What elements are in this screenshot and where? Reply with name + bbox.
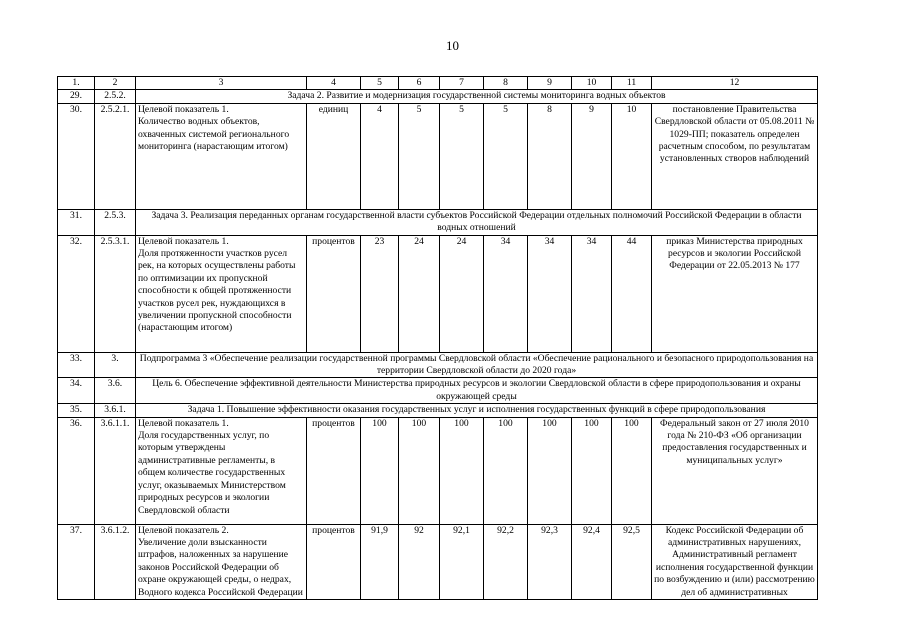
indicator-name: Целевой показатель 2. Увеличение доли взысканности штрафов, наложенных за нарушение законов Российской Федерации об охране окружающей среды, о недрах, Водного кодекса Российской Федерации: [136, 524, 307, 599]
value-cell: 24: [399, 235, 440, 352]
header-cell: 12: [652, 77, 818, 90]
row-code: 2.5.3.: [95, 209, 136, 235]
value-cell: 34: [572, 235, 612, 352]
value-cell: 34: [484, 235, 528, 352]
table-row: [58, 103, 818, 209]
row-code: 3.6.1.: [95, 404, 136, 417]
section-title: Подпрограмма 3 «Обеспечение реализации государственной программы Свердловской области «Обеспечение рационального и безопасного природопользования на территории Свердловской области до 2020 года»: [136, 352, 818, 378]
row-number: 31.: [58, 209, 95, 235]
value-cell: 34: [528, 235, 572, 352]
value-cell: 92,5: [612, 524, 652, 599]
value-cell: 4: [361, 103, 399, 209]
unit-cell: процентов: [307, 524, 361, 599]
indicators-table: [57, 76, 818, 600]
section-title: Задача 1. Повышение эффективности оказания государственных услуг и исполнения государственных функций в сфере природопользования: [136, 404, 818, 417]
unit-cell: единиц: [307, 103, 361, 209]
row-number: 30.: [58, 103, 95, 209]
basis-cell: постановление Правительства Свердловской области от 05.08.2011 № 1029-ПП; показатель определен расчетным способом, по результатам установленных створов наблюдений: [652, 103, 818, 209]
header-cell: 2: [95, 77, 136, 90]
row-number: 35.: [58, 404, 95, 417]
row-code: 2.5.2.1.: [95, 103, 136, 209]
value-cell: 100: [361, 417, 399, 524]
unit-cell: процентов: [307, 235, 361, 352]
value-cell: 23: [361, 235, 399, 352]
section-row: [58, 90, 818, 103]
value-cell: 5: [440, 103, 484, 209]
header-cell: 1.: [58, 77, 95, 90]
value-cell: 5: [399, 103, 440, 209]
value-cell: 100: [484, 417, 528, 524]
row-number: 37.: [58, 524, 95, 599]
value-cell: 91,9: [361, 524, 399, 599]
unit-cell: процентов: [307, 417, 361, 524]
section-row: [58, 378, 818, 404]
section-row: [58, 352, 818, 378]
basis-cell: приказ Министерства природных ресурсов и экологии Российской Федерации от 22.05.2013 № 177: [652, 235, 818, 352]
indicator-name: Целевой показатель 1. Доля протяженности участков русел рек, на которых осуществлены работы по оптимизации их пропускной способности к общей протяженности участков русел рек, нуждающихся в увеличении пропускной способности (нарастающим итогом): [136, 235, 307, 352]
row-code: 3.6.: [95, 378, 136, 404]
value-cell: 100: [528, 417, 572, 524]
row-number: 33.: [58, 352, 95, 378]
section-title: Задача 2. Развитие и модернизация государственной системы мониторинга водных объектов: [136, 90, 818, 103]
row-code: 2.5.3.1.: [95, 235, 136, 352]
page-number: 10: [446, 38, 459, 53]
indicator-name: Целевой показатель 1. Количество водных объектов, охваченных системой регионального мониторинга (нарастающим итогом): [136, 103, 307, 209]
row-code: 3.6.1.2.: [95, 524, 136, 599]
value-cell: 92: [399, 524, 440, 599]
header-cell: 3: [136, 77, 307, 90]
header-cell: 9: [528, 77, 572, 90]
header-cell: 11: [612, 77, 652, 90]
value-cell: 92,3: [528, 524, 572, 599]
row-code: 2.5.2.: [95, 90, 136, 103]
section-row: [58, 404, 818, 417]
row-number: 32.: [58, 235, 95, 352]
header-cell: 6: [399, 77, 440, 90]
value-cell: 100: [440, 417, 484, 524]
indicator-name: Целевой показатель 1. Доля государственных услуг, по которым утверждены административные регламенты, в общем количестве государственных услуг, оказываемых Министерством природных ресурсов и экологии Свердловской области: [136, 417, 307, 524]
row-code: 3.: [95, 352, 136, 378]
value-cell: 44: [612, 235, 652, 352]
header-cell: 4: [307, 77, 361, 90]
value-cell: 10: [612, 103, 652, 209]
value-cell: 100: [572, 417, 612, 524]
value-cell: 5: [484, 103, 528, 209]
value-cell: 24: [440, 235, 484, 352]
basis-cell: Кодекс Российской Федерации об административных нарушениях, Административный регламент исполнения государственной функции по возбуждению и (или) рассмотрению дел об административных: [652, 524, 818, 599]
header-row: [58, 77, 818, 90]
value-cell: 8: [528, 103, 572, 209]
row-number: 36.: [58, 417, 95, 524]
value-cell: 92,1: [440, 524, 484, 599]
table-row: [58, 524, 818, 599]
basis-cell: Федеральный закон от 27 июля 2010 года № 210-ФЗ «Об организации предоставления государственных и муниципальных услуг»: [652, 417, 818, 524]
value-cell: 100: [612, 417, 652, 524]
table-row: [58, 417, 818, 524]
section-title: Цель 6. Обеспечение эффективной деятельности Министерства природных ресурсов и экологии Свердловской области в сфере природопользования и охраны окружающей среды: [136, 378, 818, 404]
value-cell: 100: [399, 417, 440, 524]
header-cell: 7: [440, 77, 484, 90]
row-number: 29.: [58, 90, 95, 103]
header-cell: 10: [572, 77, 612, 90]
header-cell: 5: [361, 77, 399, 90]
header-cell: 8: [484, 77, 528, 90]
value-cell: 92,2: [484, 524, 528, 599]
value-cell: 92,4: [572, 524, 612, 599]
row-number: 34.: [58, 378, 95, 404]
table-row: [58, 235, 818, 352]
row-code: 3.6.1.1.: [95, 417, 136, 524]
value-cell: 9: [572, 103, 612, 209]
section-row: [58, 209, 818, 235]
section-title: Задача 3. Реализация переданных органам государственной власти субъектов Российской Федерации отдельных полномочий Российской Федерации в области водных отношений: [136, 209, 818, 235]
